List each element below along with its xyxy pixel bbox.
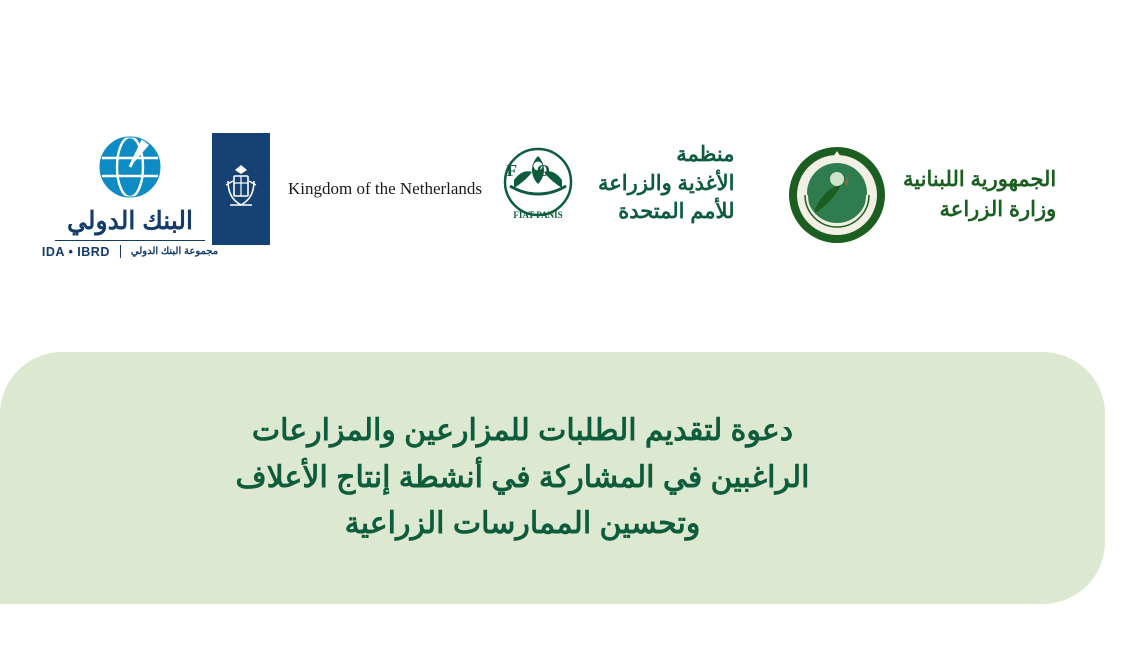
world-bank-vertical-divider — [120, 245, 121, 258]
partner-logo-strip — [0, 118, 1131, 278]
svg-text:F: F — [506, 161, 517, 180]
fao-wheat-emblem-icon — [490, 136, 586, 232]
announcement-title-line-2: الراغبين في المشاركة في أنشطة إنتاج الأعلاف — [235, 460, 810, 494]
announcement-text-block — [143, 408, 903, 548]
lebanon-ministry-logo — [785, 143, 1056, 247]
fao-arabic-line-1: منظمة — [676, 143, 735, 167]
announcement-banner — [0, 352, 1105, 604]
fao-logo — [490, 136, 734, 232]
announcement-title-line-1: دعوة لتقديم الطلبات للمزارعين والمزارعات — [251, 414, 794, 448]
lebanon-ministry-arabic-name — [903, 165, 1056, 226]
world-bank-logo — [40, 128, 220, 259]
dutch-royal-crest-icon — [221, 161, 261, 217]
fao-arabic-line-2: الأغذية والزراعة — [598, 171, 735, 195]
lebanon-arabic-line-1: الجمهورية اللبنانية — [903, 167, 1057, 191]
lebanon-arabic-line-2: وزارة الزراعة — [939, 198, 1057, 221]
netherlands-logo — [212, 133, 482, 245]
fao-arabic-name — [598, 141, 734, 226]
fao-motto: FIAT PANIS — [513, 210, 563, 220]
world-bank-divider — [55, 240, 205, 241]
fao-arabic-line-3: للأمم المتحدة — [618, 200, 735, 224]
world-bank-abbrev: IDA • IBRD — [41, 244, 110, 259]
lebanon-ministry-of-agriculture-emblem-icon — [785, 143, 889, 247]
world-bank-arabic-group: مجموعة البنك الدولي — [130, 246, 219, 257]
svg-text:O: O — [536, 161, 550, 180]
announcement-title-line-3: وتحسين الممارسات الزراعية — [344, 507, 701, 541]
netherlands-label: Kingdom of the Netherlands — [288, 179, 483, 198]
globe-icon — [93, 128, 167, 202]
netherlands-blue-block — [212, 133, 270, 245]
world-bank-arabic-name: البنك الدولي — [67, 207, 193, 235]
